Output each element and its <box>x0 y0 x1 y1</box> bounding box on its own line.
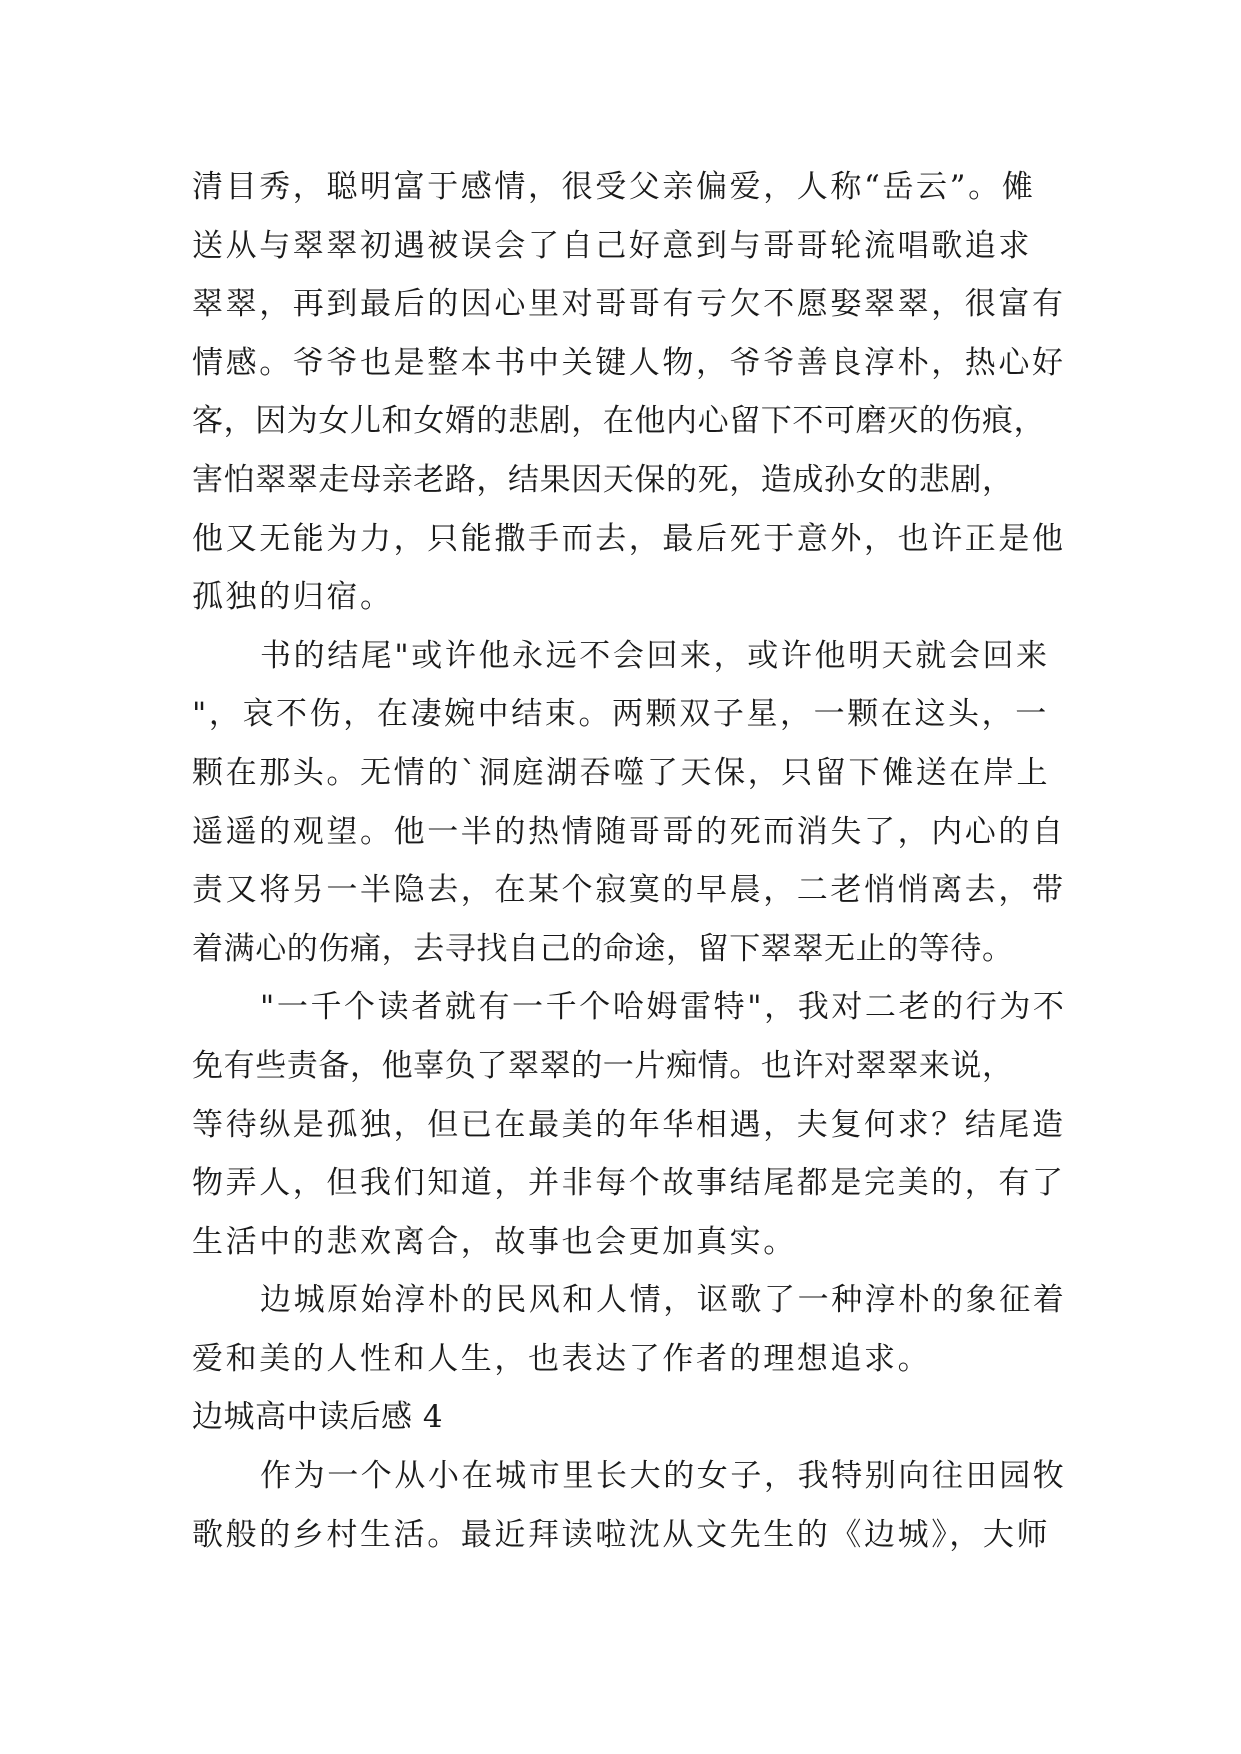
text-line: 情感。爷爷也是整本书中关键人物，爷爷善良淳朴，热心好 <box>192 344 1066 381</box>
text-line: 免有些责备，他辜负了翠翠的一片痴情。也许对翠翠来说， <box>192 1047 1014 1084</box>
text-line: 他又无能为力，只能撒手而去，最后死于意外，也许正是他 <box>192 520 1066 557</box>
text-line: 害怕翠翠走母亲老路，结果因天保的死，造成孙女的悲剧， <box>192 461 1014 498</box>
text-line: 爱和美的人性和人生，也表达了作者的理想追求。 <box>192 1340 932 1377</box>
text-line: 颗在那头。无情的`洞庭湖吞噬了天保，只留下傩送在岸上 <box>192 754 1051 791</box>
text-line: 生活中的悲欢离合，故事也会更加真实。 <box>192 1223 797 1260</box>
text-line: 送从与翠翠初遇被误会了自己好意到与哥哥轮流唱歌追求 <box>192 227 1032 264</box>
text-line: 等待纵是孤独，但已在最美的年华相遇，夫复何求？结尾造 <box>192 1106 1066 1143</box>
body-text <box>192 158 1072 1564</box>
paragraph-first-line: 边城原始淳朴的民风和人情，讴歌了一种淳朴的象征着 <box>260 1282 1067 1319</box>
text-line: 客，因为女儿和女婿的悲剧，在他内心留下不可磨灭的伤痕， <box>192 403 1046 440</box>
text-line: 责又将另一半隐去，在某个寂寞的早晨，二老悄悄离去，带 <box>192 872 1066 909</box>
text-line: 物弄人，但我们知道，并非每个故事结尾都是完美的，有了 <box>192 1165 1066 1202</box>
text-line: "，哀不伤，在凄婉中结束。两颗双子星，一颗在这头，一 <box>192 696 1049 733</box>
paragraph-first-line: 作为一个从小在城市里长大的女子，我特别向往田园牧 <box>260 1458 1067 1495</box>
paragraph-first-line: 书的结尾"或许他永远不会回来，或许他明天就会回来 <box>260 637 1050 674</box>
text-line: 遥遥的观望。他一半的热情随哥哥的死而消失了，内心的自 <box>192 813 1066 850</box>
section-heading: 边城高中读后感 4 <box>192 1399 444 1436</box>
text-line: 清目秀，聪明富于感情，很受父亲偏爱，人称“岳云”。傩 <box>192 169 1036 205</box>
paragraph-first-line: "一千个读者就有一千个哈姆雷特"，我对二老的行为不 <box>260 989 1067 1026</box>
text-line: 着满心的伤痛，去寻找自己的命途，留下翠翠无止的等待。 <box>192 930 1014 967</box>
text-line: 翠翠，再到最后的因心里对哥哥有亏欠不愿娶翠翠，很富有 <box>192 286 1066 323</box>
text-line: 歌般的乡村生活。最近拜读啦沈从文先生的《边城》，大师 <box>192 1516 1051 1553</box>
text-line: 孤独的归宿。 <box>192 579 394 616</box>
